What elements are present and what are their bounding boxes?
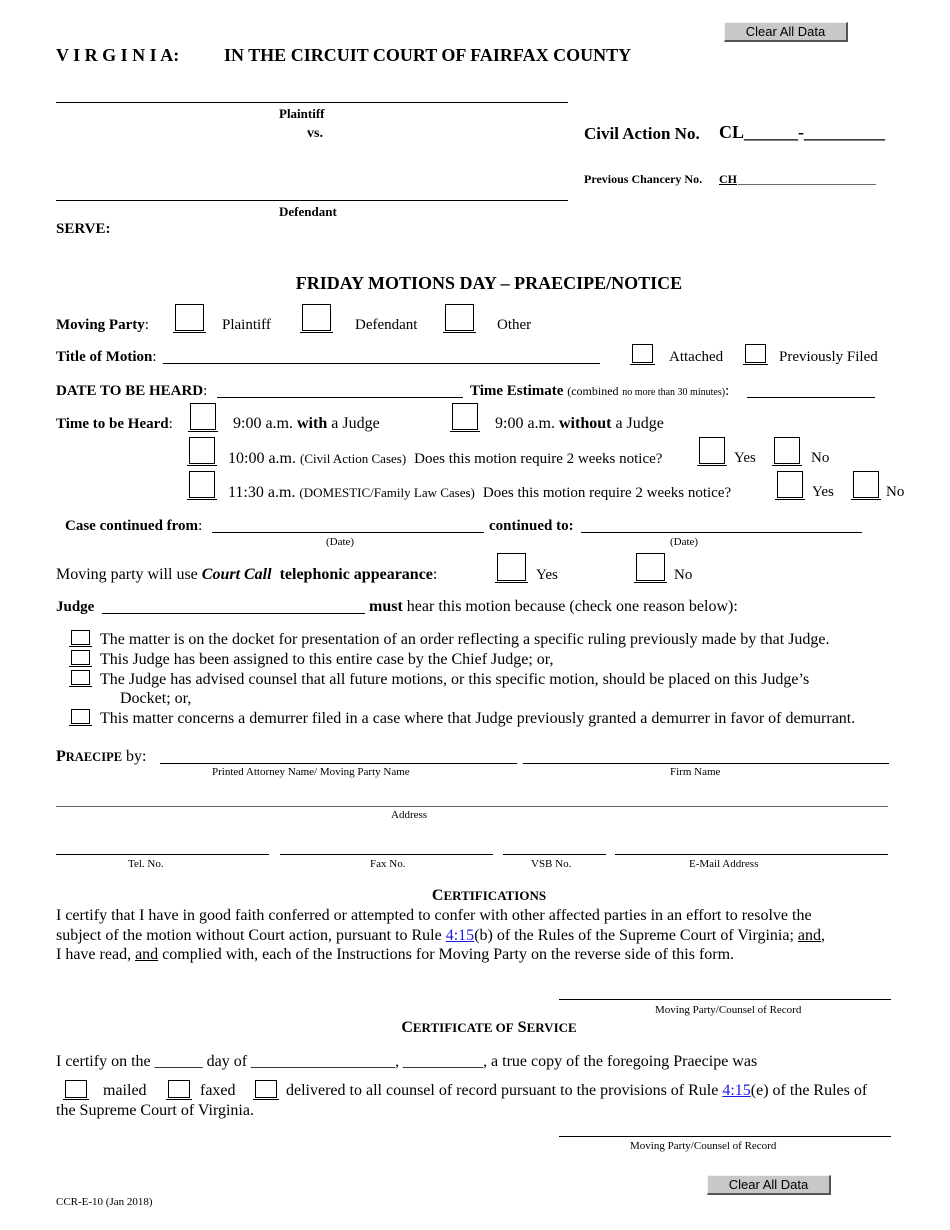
defendant-label: Defendant (279, 204, 337, 219)
form-title: FRIDAY MOTIONS DAY – PRAECIPE/NOTICE (295, 273, 683, 293)
reason-3-label-continued: Docket; or, (120, 690, 192, 707)
reason-2-label: This Judge has been assigned to this entire case by the Chief Judge; or, (100, 651, 554, 668)
attached-checkbox[interactable] (632, 344, 653, 363)
court-heading: IN THE CIRCUIT COURT OF FAIRFAX COUNTY (224, 45, 632, 65)
civil-action-label: Civil Action No. (584, 124, 700, 143)
certification-text-line-3: I have read, and complied with, each of the Instructions for Moving Party on the reverse side of this form. (56, 946, 735, 963)
reason-4-label: This matter concerns a demurrer filed in a case where that Judge previously granted a demurrer in favor of demurrant. (100, 710, 856, 727)
time-1000-yes-checkbox[interactable] (699, 437, 725, 464)
time-1000-no-checkbox[interactable] (774, 437, 800, 464)
time-heard-label: Time to be Heard: (56, 416, 173, 432)
time-1000-no-label: No (811, 450, 830, 466)
time-1130-yes-label: Yes (812, 484, 834, 500)
continued-from-label: Case continued from: (65, 518, 203, 534)
attached-label: Attached (669, 349, 724, 365)
address-input[interactable] (56, 806, 888, 807)
plaintiff-label: Plaintiff (279, 106, 325, 121)
attorney-name-label: Printed Attorney Name/ Moving Party Name (212, 766, 410, 778)
vs-label: vs. (307, 126, 323, 141)
title-of-motion-label: Title of Motion: (56, 349, 157, 365)
plaintiff-input[interactable] (56, 102, 568, 103)
moving-party-defendant-label: Defendant (355, 317, 418, 333)
court-call-no-label: No (674, 567, 693, 583)
chancery-label: Previous Chancery No. (584, 172, 703, 186)
time-estimate-input[interactable] (747, 397, 875, 398)
vsb-label: VSB No. (531, 858, 572, 870)
certifications-heading: CERTIFICATIONS (431, 887, 547, 904)
continued-to-input[interactable] (581, 532, 862, 533)
form-id: CCR-E-10 (Jan 2018) (56, 1196, 153, 1208)
time-1000-checkbox[interactable] (189, 437, 215, 464)
chancery-prefix: CH (719, 172, 737, 186)
reason-3-label: The Judge has advised counsel that all future motions, or this specific motion, should be placed on this Judge’s (100, 671, 810, 688)
time-1000-label: 10:00 a.m. (Civil Action Cases) Does this motion require 2 weeks notice? (228, 450, 663, 467)
delivered-label: delivered to all counsel of record pursuant to the provisions of Rule 4:15(e) of the Rules of (286, 1082, 868, 1099)
faxed-label: faxed (200, 1082, 236, 1099)
tel-input[interactable] (56, 854, 269, 855)
civil-action-input[interactable]: CL______-_________ (719, 122, 885, 142)
title-of-motion-input[interactable] (163, 363, 600, 364)
vsb-input[interactable] (503, 854, 606, 855)
time-900-without-judge-checkbox[interactable] (452, 403, 478, 430)
praecipe-label: PRAECIPE by: (56, 748, 147, 765)
reason-3-checkbox[interactable] (71, 670, 90, 685)
chancery-input[interactable]: _______________________ (738, 172, 876, 186)
delivered-checkbox[interactable] (255, 1080, 277, 1098)
service-text-line-3: the Supreme Court of Virginia. (56, 1102, 254, 1119)
continued-from-input[interactable] (212, 532, 484, 533)
clear-all-data-button-bottom[interactable]: Clear All Data (707, 1175, 831, 1195)
reason-1-label: The matter is on the docket for presentation of an order reflecting a specific ruling previously made by that Judge. (100, 631, 830, 648)
reason-2-checkbox[interactable] (71, 650, 90, 665)
faxed-checkbox[interactable] (168, 1080, 190, 1098)
fax-label: Fax No. (370, 858, 406, 870)
reason-4-checkbox[interactable] (71, 709, 90, 724)
mailed-checkbox[interactable] (65, 1080, 87, 1098)
email-input[interactable] (615, 854, 888, 855)
previously-filed-label: Previously Filed (779, 349, 878, 365)
date-heard-input[interactable] (217, 397, 463, 398)
moving-party-label: Moving Party: (56, 317, 149, 333)
continued-to-label: continued to: (489, 518, 574, 534)
judge-reason-instruction: must hear this motion because (check one reason below): (369, 598, 738, 615)
moving-party-other-label: Other (497, 317, 532, 333)
time-900-without-judge-label: 9:00 a.m. without a Judge (495, 415, 664, 432)
time-900-with-judge-label: 9:00 a.m. with a Judge (233, 415, 380, 432)
certification-text-line-1: I certify that I have in good faith conferred or attempted to confer with other affected parties in an effort to resolve the (56, 907, 812, 924)
rule-4-15-service-link[interactable]: 4:15 (722, 1082, 751, 1099)
moving-party-plaintiff-label: Plaintiff (222, 317, 271, 333)
time-1130-yes-checkbox[interactable] (777, 471, 803, 498)
time-1000-yes-label: Yes (734, 450, 756, 466)
state-heading: V I R G I N I A: (56, 45, 180, 65)
mailed-label: mailed (103, 1082, 147, 1099)
service-signature-label: Moving Party/Counsel of Record (630, 1140, 777, 1152)
time-1130-checkbox[interactable] (189, 471, 215, 498)
attorney-name-input[interactable] (160, 763, 517, 764)
certification-signature-label: Moving Party/Counsel of Record (655, 1004, 802, 1016)
certification-signature-input[interactable] (559, 999, 891, 1000)
fax-input[interactable] (280, 854, 493, 855)
clear-all-data-button-top[interactable]: Clear All Data (724, 22, 848, 42)
judge-name-input[interactable] (102, 613, 365, 614)
court-call-label: Moving party will use Court Call telephonic appearance: (56, 566, 438, 583)
certificate-of-service-heading: CERTIFICATE OF SERVICE (401, 1019, 577, 1036)
reason-1-checkbox[interactable] (71, 630, 90, 645)
moving-party-other-checkbox[interactable] (445, 304, 474, 331)
court-call-yes-label: Yes (536, 567, 558, 583)
address-label: Address (391, 809, 428, 821)
tel-label: Tel. No. (128, 858, 164, 870)
moving-party-plaintiff-checkbox[interactable] (175, 304, 204, 331)
time-estimate-label: Time Estimate (combined no more than 30 minutes): (470, 383, 730, 399)
time-1130-no-checkbox[interactable] (853, 471, 879, 498)
continued-from-date-hint: (Date) (326, 536, 355, 548)
defendant-input[interactable] (56, 200, 568, 201)
service-text-line-1: I certify on the ______ day of __________________, __________, a true copy of the foregoing Praecipe was (56, 1053, 758, 1070)
time-1130-no-label: No (886, 484, 905, 500)
court-call-no-checkbox[interactable] (636, 553, 665, 581)
email-label: E-Mail Address (689, 858, 759, 870)
rule-4-15-link[interactable]: 4:15 (445, 927, 475, 944)
time-1130-label: 11:30 a.m. (DOMESTIC/Family Law Cases) Does this motion require 2 weeks notice? (228, 484, 732, 501)
date-heard-label: DATE TO BE HEARD: (56, 383, 208, 399)
firm-name-label: Firm Name (670, 766, 721, 778)
judge-label: Judge (56, 599, 95, 615)
court-call-yes-checkbox[interactable] (497, 553, 526, 581)
moving-party-defendant-checkbox[interactable] (302, 304, 331, 331)
time-900-with-judge-checkbox[interactable] (190, 403, 216, 430)
previously-filed-checkbox[interactable] (745, 344, 766, 363)
firm-name-input[interactable] (523, 763, 889, 764)
continued-to-date-hint: (Date) (670, 536, 699, 548)
certification-text-line-2: subject of the motion without Court action, pursuant to Rule 4:15(b) of the Rules of the Supreme Court of Virginia; and, (56, 927, 826, 944)
service-signature-input[interactable] (559, 1136, 891, 1137)
serve-label: SERVE: (56, 221, 111, 237)
